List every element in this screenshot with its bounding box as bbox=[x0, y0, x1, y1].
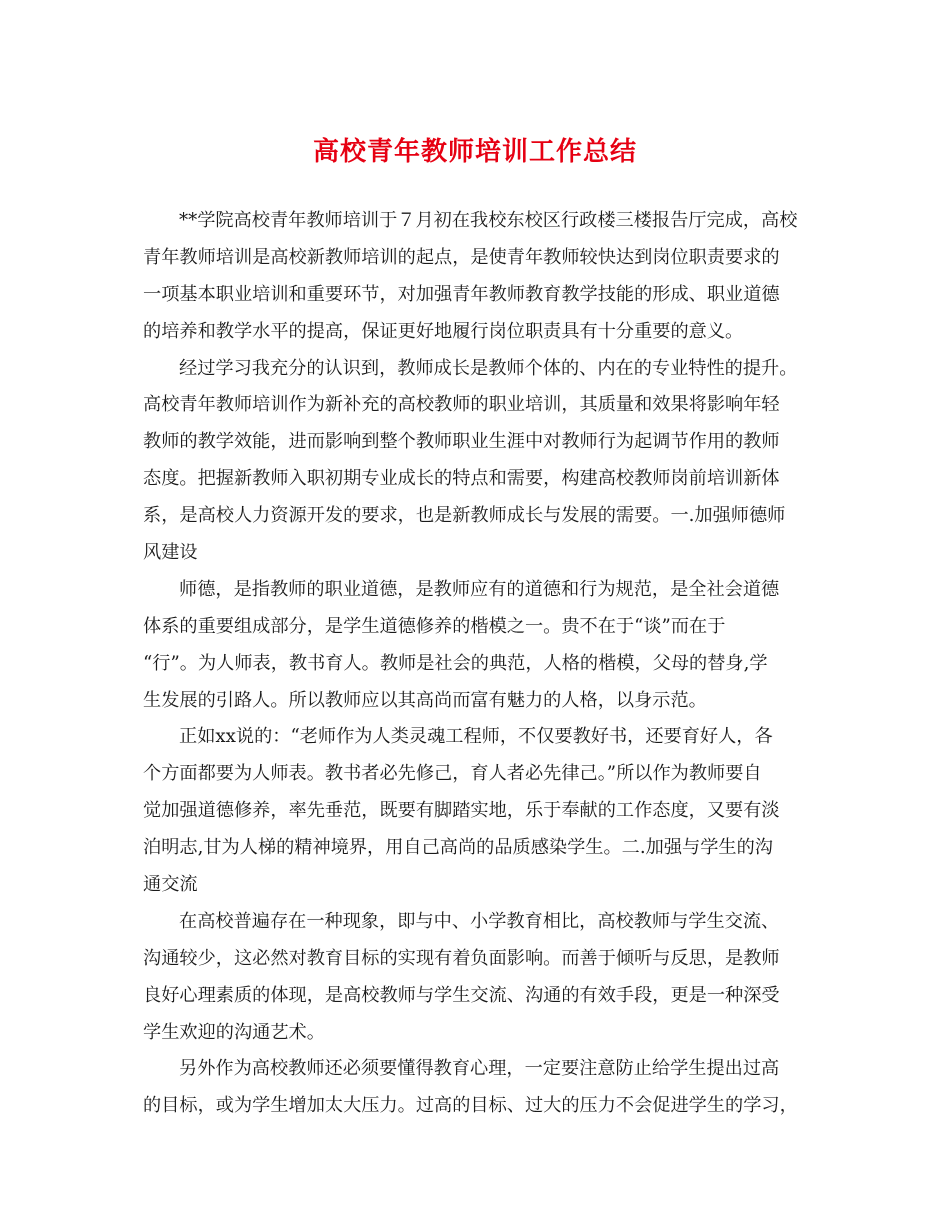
text-line: 泊明志,甘为人梯的精神境界，用自己高尚的品质感染学生。二.加强与学生的沟 bbox=[143, 837, 773, 859]
text-line: 体系的重要组成部分，是学生道德修养的楷模之一。贵不在于“谈”而在于 bbox=[143, 615, 726, 637]
text-line: 教师的教学效能，进而影响到整个教师职业生涯中对教师行为起调节作用的教师 bbox=[143, 431, 780, 453]
text-line: 态度。把握新教师入职初期专业成长的特点和需要，构建高校教师岗前培训新体 bbox=[143, 468, 780, 490]
text-line: 一项基本职业培训和重要环节，对加强青年教师教育教学技能的形成、职业道德 bbox=[143, 283, 780, 305]
text-line: 沟通较少，这必然对教育目标的实现有着负面影响。而善于倾听与反思，是教师 bbox=[143, 947, 780, 969]
text-line: 个方面都要为人师表。教书者必先修己，育人者必先律己。”所以作为教师要自 bbox=[143, 763, 762, 785]
text-line: 师德，是指教师的职业道德，是教师应有的道德和行为规范，是全社会道德 bbox=[179, 578, 780, 600]
text-line: 的目标，或为学生增加太大压力。过高的目标、过大的压力不会促进学生的学习， bbox=[143, 1095, 798, 1117]
text-line: 正如xx说的：“老师作为人类灵魂工程师，不仅要教好书，还要育好人，各 bbox=[179, 726, 773, 748]
text-line: 风建设 bbox=[143, 542, 198, 564]
text-line: 在高校普遍存在一种现象，即与中、小学教育相比，高校教师与学生交流、 bbox=[179, 910, 780, 932]
text-line: 良好心理素质的体现，是高校教师与学生交流、沟通的有效手段，更是一种深受 bbox=[143, 984, 780, 1006]
text-line: 系，是高校人力资源开发的要求，也是新教师成长与发展的需要。一.加强师德师 bbox=[143, 505, 786, 527]
text-line: 的培养和教学水平的提高，保证更好地履行岗位职责具有十分重要的意义。 bbox=[143, 320, 744, 342]
text-line: 学生欢迎的沟通艺术。 bbox=[143, 1021, 325, 1043]
text-line: 生发展的引路人。所以教师应以其高尚而富有魅力的人格，以身示范。 bbox=[143, 689, 707, 711]
text-line: 通交流 bbox=[143, 874, 198, 896]
text-line: 觉加强道德修养，率先垂范，既要有脚踏实地，乐于奉献的工作态度，又要有淡 bbox=[143, 800, 780, 822]
text-line: **学院高校青年教师培训于７月初在我校东校区行政楼三楼报告厅完成，高校 bbox=[179, 210, 798, 231]
text-line: 另外作为高校教师还必须要懂得教育心理，一定要注意防止给学生提出过高 bbox=[179, 1058, 780, 1080]
text-line: 高校青年教师培训作为新补充的高校教师的职业培训，其质量和效果将影响年轻 bbox=[143, 394, 780, 416]
document-title: 高校青年教师培训工作总结 bbox=[312, 137, 637, 167]
text-line: “行”。为人师表，教书育人。教师是社会的典范，人格的楷模，父母的替身,学 bbox=[143, 652, 768, 674]
document-body bbox=[143, 203, 811, 1125]
text-line: 青年教师培训是高校新教师培训的起点，是使青年教师较快达到岗位职责要求的 bbox=[143, 246, 780, 268]
text-line: 经过学习我充分的认识到，教师成长是教师个体的、内在的专业特性的提升。 bbox=[179, 357, 798, 379]
